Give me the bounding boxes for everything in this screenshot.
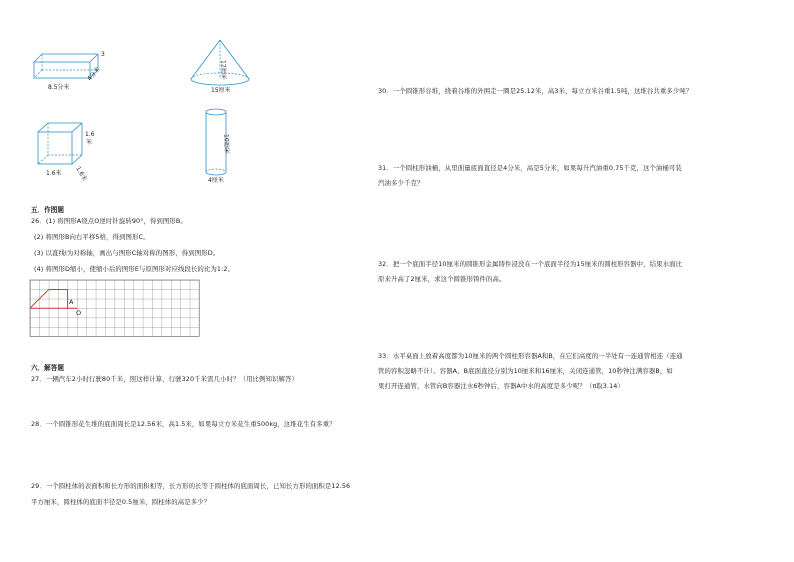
grid-label-a: A — [69, 298, 74, 306]
section6-title: 六．解答题 — [31, 364, 64, 372]
section5-title: 五．作图题 — [31, 206, 64, 214]
cone-height-label: 12厘米 — [219, 60, 227, 80]
q30-text: 30．一个圆锥形谷堆，绕着谷堆的外围走一圈是25.12米，高3米，每立方米谷重1.5吨，这堆谷共重多少吨？ — [378, 87, 693, 95]
q27-text: 27．一辆汽车2小时行驶80千米，照这样计算，行驶320千米需几小时？（用比例知识解答） — [31, 375, 298, 383]
q31-line1: 31．一个圆柱形油桶，从里面量底面直径是4分米，高是5分米，如果每升汽油重0.75千克，这个油桶可装 — [378, 164, 682, 172]
cube-edge-side-label: 1.6米 — [74, 165, 89, 183]
cube-edge-right-label: 1.6 — [85, 131, 95, 138]
drawing-grid — [30, 280, 200, 342]
cuboid-figure — [28, 44, 116, 94]
q32-line2: 原来升高了2厘米，求这个圆锥形铸件的高。 — [378, 275, 506, 283]
q28-text: 28．一个圆锥形花生堆的底面周长是12.56米，高1.5米，如果每立方米花生重500kg，这堆花生有多重？ — [31, 420, 336, 428]
cone-circumference-label: 15厘米 — [211, 87, 231, 94]
q26-part4: (4) 将图形D缩小，使缩小后的图形E与原图形对应线段长的比为1:2。 — [34, 265, 234, 273]
q26-part2: (2) 将图形B向右平移5格，得到图形C。 — [34, 233, 150, 241]
cylinder-figure — [198, 104, 248, 184]
cylinder-height-label: 10厘米 — [222, 134, 230, 154]
cube-edge-right-unit: 米 — [86, 139, 93, 146]
q32-line1: 32．把一个底面半径10厘米的圆锥形金属铸件浸没在一个底面半径为15厘米的圆柱形容器中，结果水面比 — [378, 260, 683, 268]
cuboid-length-label: 8.5分米 — [48, 84, 70, 91]
q31-line2: 汽油多少千克？ — [378, 179, 424, 187]
q26-part1: 26．(1) 将图形A绕点O逆时针旋转90°，得到图形B。 — [31, 217, 187, 225]
grid-label-o: O — [76, 309, 82, 317]
cube-figure — [30, 118, 105, 183]
q33-line1: 33．水平桌面上放着高度都为10厘米的两个圆柱形容器A和B，在它们高度的一半处有一连通管相连（连通 — [378, 352, 683, 360]
q29-line2: 平方厘米，圆柱体的底面半径是0.5厘米，圆柱体的高是多少？ — [31, 498, 211, 506]
q26-part3: (3) 以直线l为对称轴，画出与图形C轴对称的图形，得到图形D。 — [34, 249, 220, 257]
cuboid-height-label: 3 — [101, 51, 105, 58]
cylinder-diameter-label: 4厘米 — [208, 177, 224, 184]
q33-line2: 管的容积忽略不计）。容器A、B底面直径分别为10厘米和16厘米，关闭连通管，10秒钟注满容器B，如 — [378, 367, 673, 375]
q33-line3: 果打开连通管，水管向B容器注水6秒钟后，容器A中水的高度是多少呢？（π取3.14） — [378, 382, 624, 390]
cuboid-side-label: 4分米 — [86, 65, 102, 83]
cube-edge-bottom-label: 1.6米 — [46, 170, 62, 177]
cone-figure — [185, 38, 255, 96]
q29-line1: 29．一个圆柱体的表面积和长方形的面积相等，长方形的长等于圆柱体的底面周长，已知长方形的面积是12.56 — [31, 482, 351, 490]
